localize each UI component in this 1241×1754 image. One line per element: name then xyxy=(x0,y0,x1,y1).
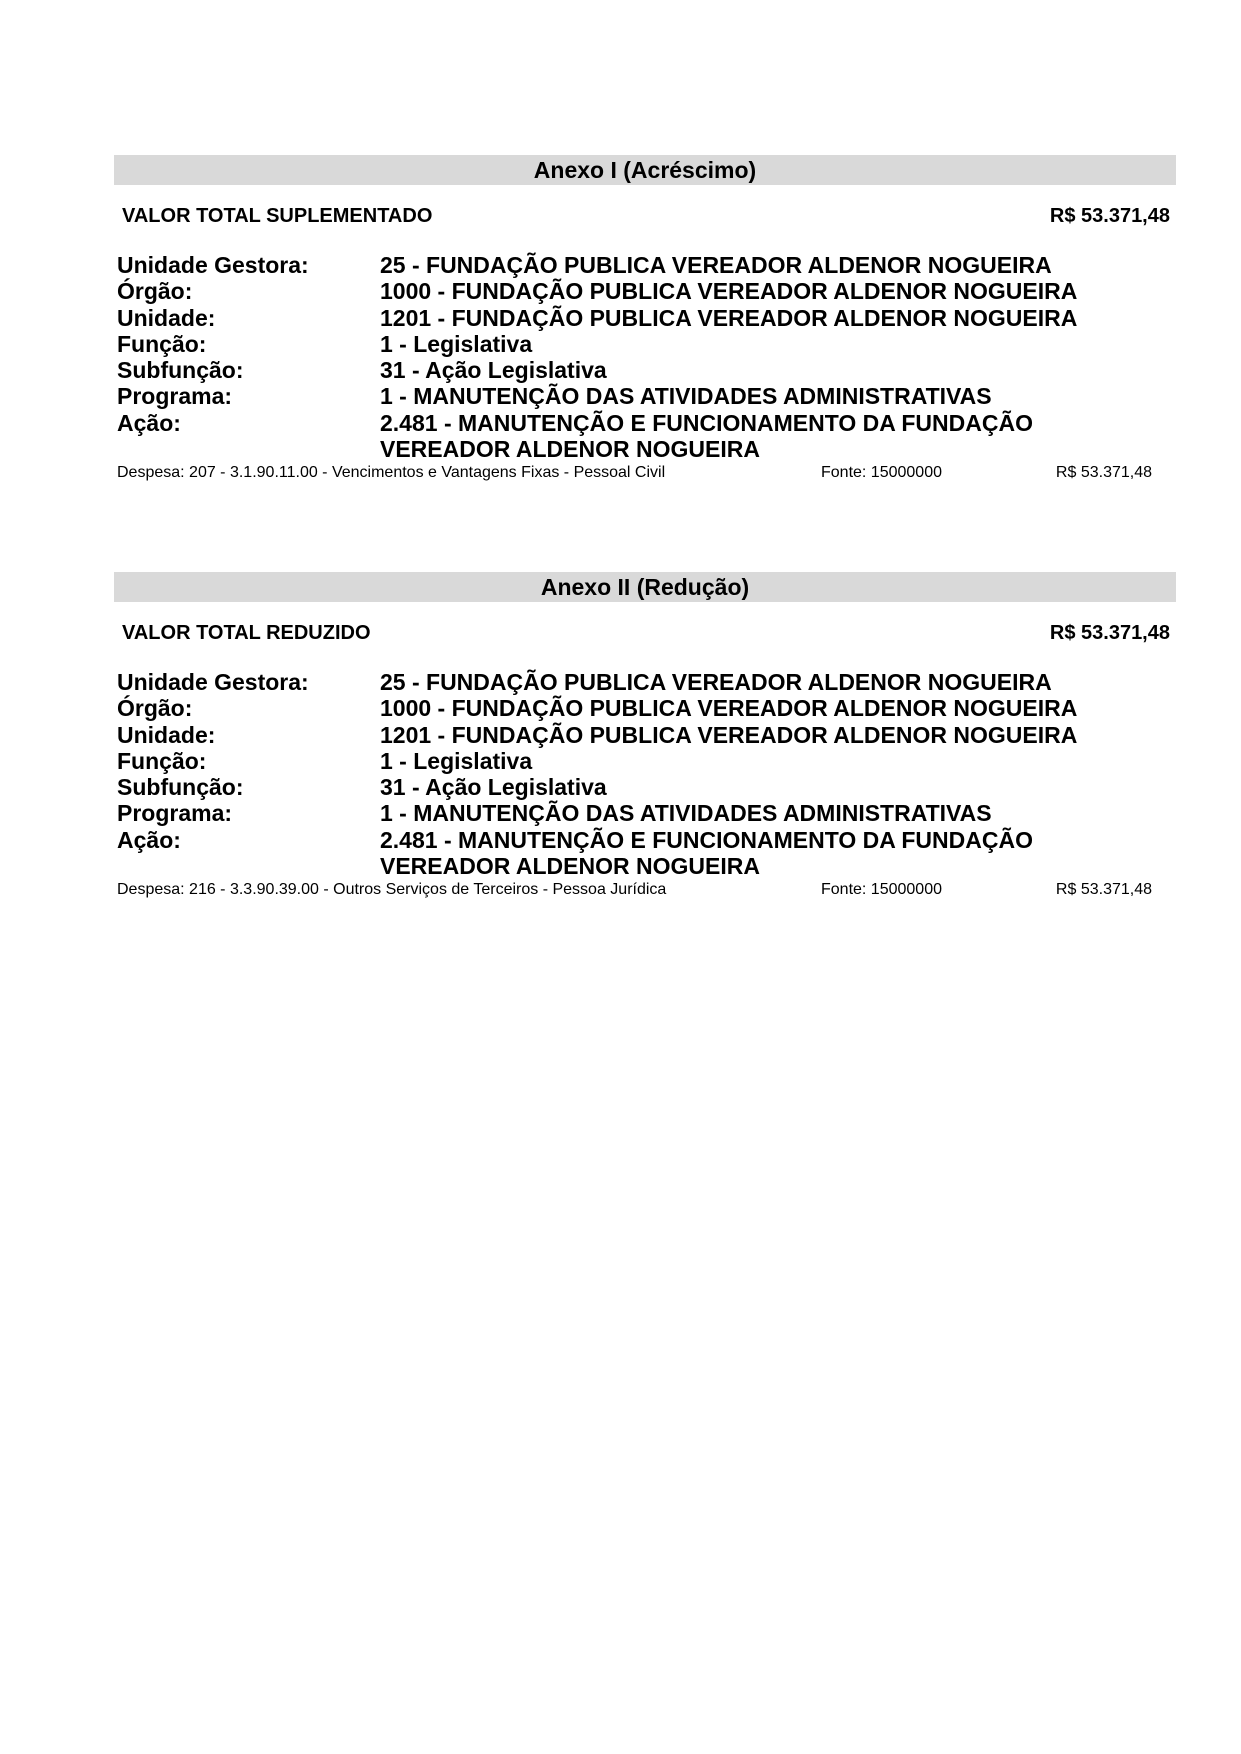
expense-row xyxy=(114,464,1176,484)
expense-amount: R$ 53.371,48 xyxy=(1055,881,1152,899)
budget-fields xyxy=(114,669,1176,879)
field-label: Programa: xyxy=(117,383,233,410)
field-label: Unidade Gestora: xyxy=(117,252,309,278)
annex-title: Anexo II (Redução) xyxy=(114,572,1176,602)
total-label: VALOR TOTAL REDUZIDO xyxy=(122,622,371,644)
field-subfuncao xyxy=(114,357,1176,383)
expense-description: Despesa: 216 - 3.3.90.39.00 - Outros Serviços de Terceiros - Pessoa Jurídica xyxy=(117,881,667,899)
field-orgao xyxy=(114,278,1176,304)
field-unidade xyxy=(114,722,1176,748)
field-funcao xyxy=(114,748,1176,774)
field-unidade-gestora xyxy=(114,252,1176,278)
field-value: 1201 - FUNDAÇÃO PUBLICA VEREADOR ALDENOR NOGUEIRA xyxy=(380,304,1078,331)
field-value: 1000 - FUNDAÇÃO PUBLICA VEREADOR ALDENOR NOGUEIRA xyxy=(380,695,1078,722)
expense-amount: R$ 53.371,48 xyxy=(1055,464,1152,482)
field-value: 1000 - FUNDAÇÃO PUBLICA VEREADOR ALDENOR NOGUEIRA xyxy=(380,278,1078,305)
field-label: Função: xyxy=(117,330,207,357)
field-value: 1 - MANUTENÇÃO DAS ATIVIDADES ADMINISTRATIVAS xyxy=(380,800,992,827)
annex-section-acrescimo xyxy=(114,155,1176,484)
field-acao xyxy=(114,410,1176,463)
field-label: Unidade: xyxy=(117,304,216,331)
field-label: Ação: xyxy=(117,409,181,436)
field-subfuncao xyxy=(114,774,1176,800)
field-value: 1201 - FUNDAÇÃO PUBLICA VEREADOR ALDENOR NOGUEIRA xyxy=(380,721,1078,748)
field-label: Programa: xyxy=(117,800,233,827)
field-label: Unidade: xyxy=(117,721,216,748)
annex-title: Anexo I (Acréscimo) xyxy=(114,155,1176,185)
expense-fonte: Fonte: 15000000 xyxy=(821,881,942,899)
field-value: 25 - FUNDAÇÃO PUBLICA VEREADOR ALDENOR NOGUEIRA xyxy=(380,252,1052,278)
field-label: Órgão: xyxy=(117,278,193,305)
field-value: 31 - Ação Legislativa xyxy=(380,774,607,801)
expense-description: Despesa: 207 - 3.1.90.11.00 - Vencimentos e Vantagens Fixas - Pessoal Civil xyxy=(117,464,666,482)
field-value: 31 - Ação Legislativa xyxy=(380,357,607,384)
total-value: R$ 53.371,48 xyxy=(1049,205,1170,227)
field-value: 1 - MANUTENÇÃO DAS ATIVIDADES ADMINISTRATIVAS xyxy=(380,383,992,410)
field-value: 1 - Legislativa xyxy=(380,747,533,774)
total-value: R$ 53.371,48 xyxy=(1049,622,1170,644)
field-programa xyxy=(114,800,1176,826)
field-label: Unidade Gestora: xyxy=(117,669,309,695)
field-acao xyxy=(114,827,1176,880)
total-label: VALOR TOTAL SUPLEMENTADO xyxy=(122,205,433,227)
expense-row xyxy=(114,881,1176,901)
annex-section-reducao xyxy=(114,572,1176,901)
field-label: Órgão: xyxy=(117,695,193,722)
field-unidade xyxy=(114,305,1176,331)
field-funcao xyxy=(114,331,1176,357)
field-value: 2.481 - MANUTENÇÃO E FUNCIONAMENTO DA FUNDAÇÃO VEREADOR ALDENOR NOGUEIRA xyxy=(380,826,1033,880)
budget-fields xyxy=(114,252,1176,462)
field-value: 1 - Legislativa xyxy=(380,330,533,357)
field-label: Ação: xyxy=(117,826,181,853)
field-label: Função: xyxy=(117,747,207,774)
field-orgao xyxy=(114,695,1176,721)
field-unidade-gestora xyxy=(114,669,1176,695)
field-label: Subfunção: xyxy=(117,774,244,801)
total-row xyxy=(114,205,1176,229)
field-value: 25 - FUNDAÇÃO PUBLICA VEREADOR ALDENOR NOGUEIRA xyxy=(380,669,1052,695)
field-label: Subfunção: xyxy=(117,357,244,384)
field-value: 2.481 - MANUTENÇÃO E FUNCIONAMENTO DA FUNDAÇÃO VEREADOR ALDENOR NOGUEIRA xyxy=(380,409,1033,463)
field-programa xyxy=(114,383,1176,409)
expense-fonte: Fonte: 15000000 xyxy=(821,464,942,482)
total-row xyxy=(114,622,1176,646)
